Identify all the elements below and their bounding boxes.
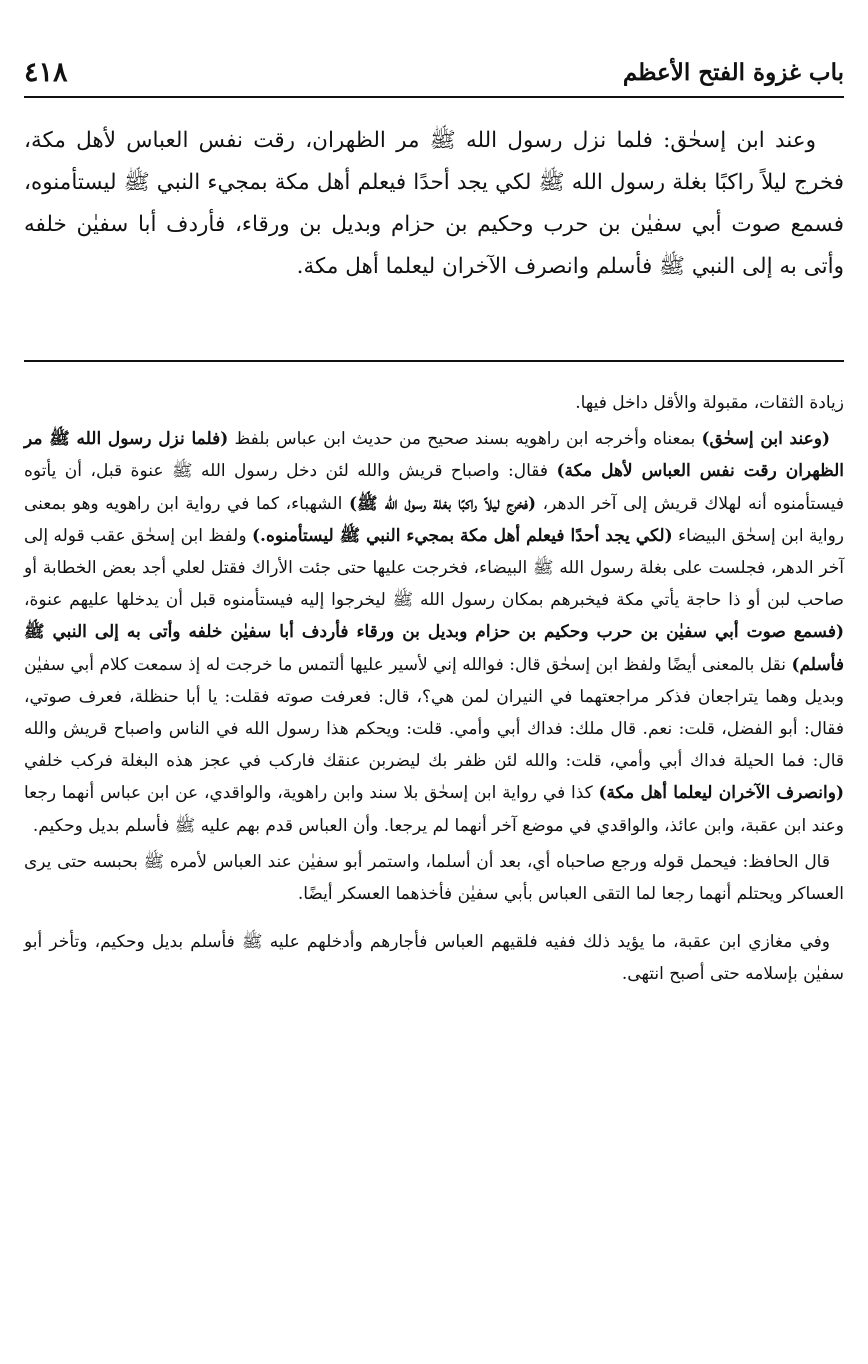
commentary-segment: كذا في رواية ابن إسحٰق بلا سند وابن راهوية، والواقدي، عن ابن عباس أنهما رجعا وعند ابن عقبة، وابن عائذ، والواقدي في موضع آخر أنهما لم يرجعا. وأن العباس قدم بهم عليه ﷺ فأسلم بديل وحكيم.: [24, 783, 844, 836]
commentary-paragraph-1: زيادة الثقات، مقبولة والأقل داخل فيها.: [575, 393, 844, 413]
running-title: باب غزوة الفتح الأعظم: [622, 58, 844, 86]
commentary-paragraph-4: وفي مغازي ابن عقبة، ما يؤيد ذلك ففيه فلقيهم العباس فأجارهم وأدخلهم عليه ﷺ فأسلم بديل وحكيم، وتأخر أبو سفيٰن بإسلامه حتى أصبح انتهى.: [24, 932, 844, 985]
page-header: [24, 48, 844, 98]
commentary-segment: (وعند ابن إسحٰق): [701, 429, 830, 450]
commentary-segment: (فسمع صوت أبي سفيٰن بن حرب وحكيم بن حزام وبديل بن ورقاء فأردف أبا سفيٰن خلفه وأتى به إلى النبي ﷺ فأسلم): [24, 622, 844, 675]
commentary-paragraph-3: قال الحافظ: فيحمل قوله ورجع صاحباه أي، بعد أن أسلما، واستمر أبو سفيٰن عند العباس لأمره ﷺ بحبسه حتى يرى العساكر ويحتلم أنهما رجعا لما التقى العباس بأبي سفيٰن فأخذهما العسكر أيضًا.: [24, 851, 844, 905]
commentary-segment: الشهباء، كما في رواية ابن راهويه وهو بمعنى رواية ابن إسحٰق البيضاء: [24, 493, 844, 546]
commentary-segment: (لكي يجد أحدًا فيعلم أهل مكة بمجيء النبي ﷺ ليستأمنوه.): [251, 525, 673, 546]
commentary-section: [24, 387, 844, 995]
commentary-segment: (وانصرف الآخران ليعلما أهل مكة): [598, 783, 844, 804]
footnote-divider: [24, 360, 844, 362]
commentary-paragraph-2: [24, 423, 844, 842]
commentary-segment: فقال: واصباح قريش والله لئن دخل رسول الله ﷺ عنوة قبل، أن يأتوه فيستأمنوه أنه لهلاك قريش إلى آخر الدهر،: [24, 461, 845, 514]
main-paragraph: وعند ابن إسحٰق: فلما نزل رسول الله ﷺ مر الظهران، رقت نفس العباس لأهل مكة، فخرج ليلاً راكبًا بغلة رسول الله ﷺ لكي يجد أحدًا فيعلم أهل مكة بمجيء النبي ﷺ ليستأمنوه، فسمع صوت أبي سفيٰن بن حرب وحكيم بن حزام وبديل بن ورقاء، فأردف أبا سفيٰن خلفه وأتى به إلى النبي ﷺ فأسلم وانصرف الآخران ليعلما أهل مكة.: [24, 128, 844, 279]
commentary-segment: بمعناه وأخرجه ابن راهويه بسند صحيح من حديث ابن عباس بلفظ: [228, 429, 702, 450]
commentary-segment: (فلما نزل رسول الله ﷺ مر الظهران رقت نفس العباس لأهل مكة): [24, 429, 844, 482]
commentary-segment: ولفظ ابن إسحٰق عقب قوله إلى آخر الدهر، فجلست على بغلة رسول الله ﷺ البيضاء، فخرجت عليها حتى جئت الأراك فقتل لعلي أجد بعض الخطابة أو صاحب لبن أو ذا حاجة يأتي مكة فيخبرهم بمكان رسول الله ﷺ ليخرجوا إليه فيستأمنوه قبل أن يدخلها عليهم عنوة،: [24, 525, 844, 611]
page-number: ٤١٨: [24, 56, 68, 88]
book-page: [24, 0, 844, 1364]
commentary-segment: نقل بالمعنى أيضًا ولفظ ابن إسحٰق قال: فوالله إني لأسير عليها ألتمس ما خرجت له إذ سمعت كلام أبي سفيٰن وبديل وهما يتراجعان فذكر مراجعتهما في النيران لمن هي؟، قال: فعرفت صوته فقلت: يا أبا حنظلة، فعرف صوتي، فقال: أبو الفضل، قلت: نعم. قال ملك: فداك أبي وأمي. قلت: ويحكم هذا رسول الله في الناس واصباح قريش والله قال: فما الحيلة فداك أبي وأمي، قلت: والله لئن ظفر بك ليضربن عنقك فاركب في عجز هذه البغلة فركب خلفي: [24, 654, 844, 772]
commentary-segment: (فخرج ليلاً راكبًا بغلة رسول الله ﷺ): [349, 493, 536, 514]
